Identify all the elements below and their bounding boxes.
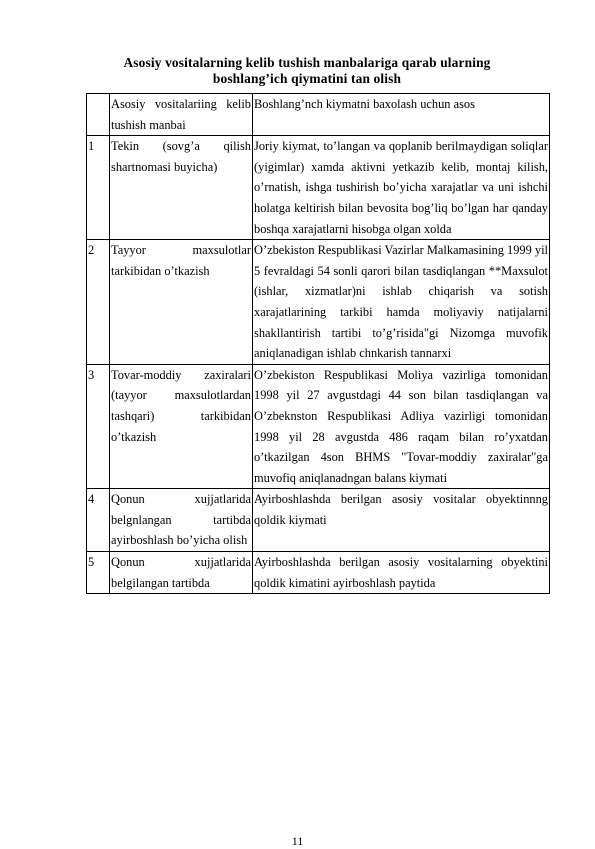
- source-cell: Tayyor maxsulotlar tarkibidan o’tkazish: [110, 240, 253, 365]
- basis-cell: Ayirboshlashda berilgan asosiy vositalarning obyektini qoldik kimatini ayirboshlash paytida: [253, 552, 550, 594]
- basis-cell: Ayirboshlashda berilgan asosiy vositalar obyektinnng qoldik kiymati: [253, 489, 550, 552]
- source-cell: Tovar-moddiy zaxiralari (tayyor maxsulotlardan tashqari) tarkibidan o’tkazish: [110, 364, 253, 489]
- basis-cell: Joriy kiymat, to’langan va qoplanib berilmaydigan soliqlar (yigimlar) xamda aktivni yetkazib kelib, montaj kilish, o’rnatish, ishga tushirish bo’yicha xarajatlar va uni ishchi holatga keltirish bilan bevosita bog’liq bo’lgan har qanday boshqa xarajatlarni hisobga olgan xolda: [253, 136, 550, 240]
- row-number: 1: [87, 136, 110, 240]
- row-number: 4: [87, 489, 110, 552]
- row-number: 3: [87, 364, 110, 489]
- source-cell: Qonun xujjatlarida belgnlangan tartibda ayirboshlash bo’yicha olish: [110, 489, 253, 552]
- basis-cell: O’zbekiston Respublikasi Vazirlar Malkamasining 1999 yil 5 fevraldagi 54 sonli qarori bilan tasdiqlangan **Maxsulot (ishlar, xizmatlar)ni ishlab chiqarish va sotish xarajatlarining tarkibi hamda moliyaviy natijalarni shakllantirish tartibi to’g’risida"gi Nizomga muvofik aniqlanadigan ishlab chnkarish tannarxi: [253, 240, 550, 365]
- page-title: Asosiy vositalarning kelib tushish manbalariga qarab ularning boshlang’ich qiymatini tan olish: [123, 55, 491, 86]
- row-number: 5: [87, 552, 110, 594]
- header-basis-cell: Boshlang’nch kiymatni baxolash uchun asos: [253, 94, 550, 136]
- valuation-table: [86, 93, 550, 594]
- header-num-cell: [87, 94, 110, 136]
- table-header-row: [87, 94, 550, 136]
- table-row: [87, 552, 550, 594]
- table-row: [87, 240, 550, 365]
- source-cell: Tekin (sovg’a qilish shartnomasi buyicha): [110, 136, 253, 240]
- page-number: 11: [291, 834, 304, 848]
- table-row: [87, 489, 550, 552]
- basis-cell: O’zbekiston Respublikasi Moliya vazirliga tomonidan 1998 yil 27 avgustdagi 44 son bilan tasdiqlangan va O’zbeknston Respublikasi Adliya vazirligi tomonidan 1998 yil 28 avgustda 486 raqam bilan ro’yxatdan o’tkazilgan 4son BHMS "Tovar-moddiy zaxiralar"ga muvofiq aniqlanadngan balans kiymati: [253, 364, 550, 489]
- table-row: [87, 364, 550, 489]
- row-number: 2: [87, 240, 110, 365]
- table-row: [87, 136, 550, 240]
- source-cell: Qonun xujjatlarida belgilangan tartibda: [110, 552, 253, 594]
- header-source-cell: Asosiy vositalariing kelib tushish manbai: [110, 94, 253, 136]
